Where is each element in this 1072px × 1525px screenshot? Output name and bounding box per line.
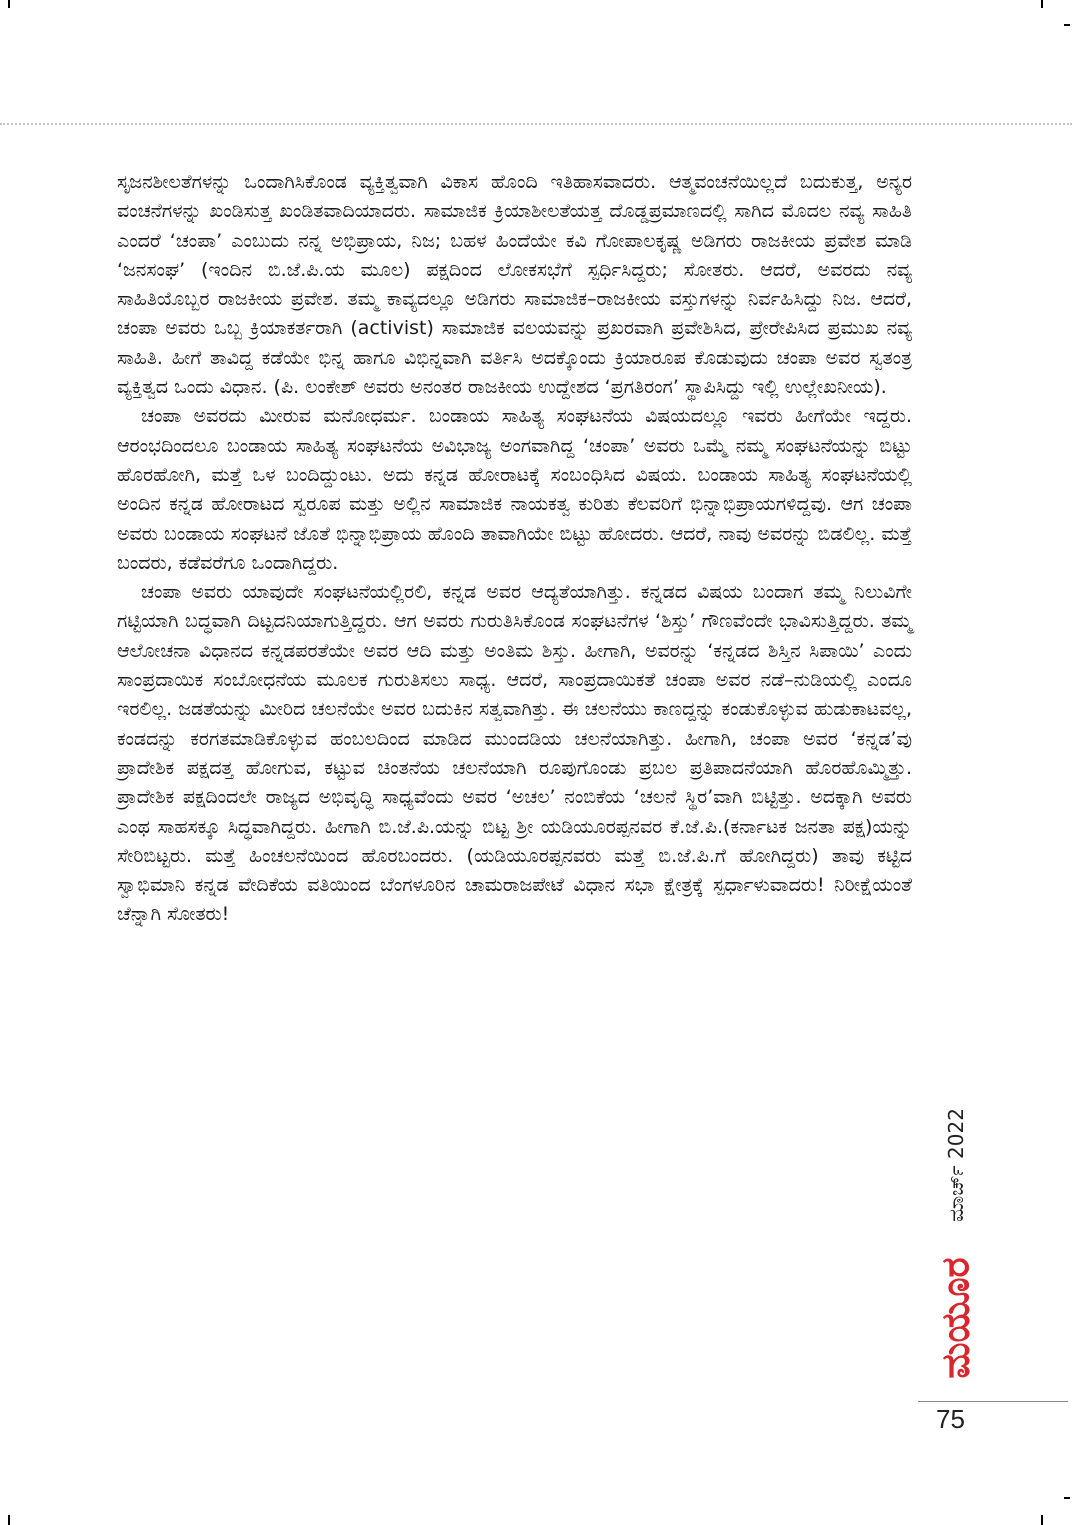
article-paragraph: ಚಂಪಾ ಅವರು ಯಾವುದೇ ಸಂಘಟನೆಯಲ್ಲಿರಲಿ, ಕನ್ನಡ ಅವರ ಆದ್ಯತೆಯಾಗಿತ್ತು. ಕನ್ನಡದ ವಿಷಯ ಬಂದಾಗ ತಮ್ಮ ನಿಲುವಿಗೇ ಗಟ್ಟಿಯಾಗಿ ಬದ್ಧವಾಗಿ ದಿಟ್ಟದನಿಯಾಗುತ್ತಿದ್ದರು. ಆಗ ಅವರು ಗುರುತಿಸಿಕೊಂಡ ಸಂಘಟನೆಗಳ ‘ಶಿಸ್ತು’ ಗೌಣವೆಂದೇ ಭಾವಿಸುತ್ತಿದ್ದರು. ತಮ್ಮ ಆಲೋಚನಾ ವಿಧಾನದ ಕನ್ನಡಪರತೆಯೇ ಅವರ ಆದಿ ಮತ್ತು ಅಂತಿಮ ಶಿಸ್ತು. ಹೀಗಾಗಿ, ಅವರನ್ನು ‘ಕನ್ನಡದ ಶಿಸ್ತಿನ ಸಿಪಾಯಿ’ ಎಂದು ಸಾಂಪ್ರದಾಯಿಕ ಸಂಬೋಧನೆಯ ಮೂಲಕ ಗುರುತಿಸಲು ಸಾಧ್ಯ. ಆದರೆ, ಸಾಂಪ್ರದಾಯಿಕತೆ ಚಂಪಾ ಅವರ ನಡೆ–ನುಡಿಯಲ್ಲಿ ಎಂದೂ ಇರಲಿಲ್ಲ. ಜಡತೆಯನ್ನು ಮೀರಿದ ಚಲನೆಯೇ ಅವರ ಬದುಕಿನ ಸತ್ವವಾಗಿತ್ತು. ಈ ಚಲನೆಯು ಕಾಣದ್ದನ್ನು ಕಂಡುಕೊಳ್ಳುವ ಹುಡುಕಾಟವಲ್ಲ, ಕಂಡದನ್ನು ಕರಗತಮಾಡಿಕೊಳ್ಳುವ ಹಂಬಲದಿಂದ ಮಾಡಿದ ಮುಂದಡಿಯ ಚಲನೆಯಾಗಿತ್ತು. ಹೀಗಾಗಿ, ಚಂಪಾ ಅವರ ‘ಕನ್ನಡ’ವು ಪ್ರಾದೇಶಿಕ ಪಕ್ಷದತ್ತ ಹೋಗುವ, ಕಟ್ಟುವ ಚಿಂತನೆಯ ಚಲನೆಯಾಗಿ ರೂಪುಗೊಂಡು ಪ್ರಬಲ ಪ್ರತಿಪಾದನೆಯಾಗಿ ಹೊರಹೊಮ್ಮಿತ್ತು. ಪ್ರಾದೇಶಿಕ ಪಕ್ಷದಿಂದಲೇ ರಾಜ್ಯದ ಅಭಿವೃದ್ಧಿ ಸಾಧ್ಯವೆಂದು ಅವರ ‘ಅಚಲ’ ನಂಬಿಕೆಯ ‘ಚಲನೆ ಸ್ಥಿರ’ವಾಗಿ ಬಿಟ್ಟಿತ್ತು. ಅದಕ್ಕಾಗಿ ಅವರು ಎಂಥ ಸಾಹಸಕ್ಕೂ ಸಿದ್ಧವಾಗಿದ್ದರು. ಹೀಗಾಗಿ ಬಿ.ಜೆ.ಪಿ.ಯನ್ನು ಬಿಟ್ಟ ಶ್ರೀ ಯಡಿಯೂರಪ್ಪನವರ ಕೆ.ಜೆ.ಪಿ.(ಕರ್ನಾಟಕ ಜನತಾ ಪಕ್ಷ)ಯನ್ನು ಸೇರಿಬಿಟ್ಟರು. ಮತ್ತೆ ಹಿಂಚಲನೆಯಿಂದ ಹೊರಬಂದರು. (ಯಡಿಯೂರಪ್ಪನವರು ಮತ್ತೆ ಬಿ.ಜೆ.ಪಿ.ಗೆ ಹೋಗಿದ್ದರು) ತಾವು ಕಟ್ಟಿದ ಸ್ವಾಭಿಮಾನಿ ಕನ್ನಡ ವೇದಿಕೆಯ ವತಿಯಿಂದ ಬೆಂಗಳೂರಿನ ಚಾಮರಾಜಪೇಟೆ ವಿಧಾನ ಸಭಾ ಕ್ಷೇತ್ರಕ್ಕೆ ಸ್ಪರ್ಧಾಳುವಾದರು! ನಿರೀಕ್ಷೆಯಂತೆ ಚೆನ್ನಾಗಿ ಸೋತರು! bbox=[117, 581, 912, 926]
issue-date: ಮಾರ್ಚ್ 2022 bbox=[944, 1108, 968, 1222]
article-paragraph: ಚಂಪಾ ಅವರದು ಮೀರುವ ಮನೋಧರ್ಮ. ಬಂಡಾಯ ಸಾಹಿತ್ಯ ಸಂಘಟನೆಯ ವಿಷಯದಲ್ಲೂ ಇವರು ಹೀಗೆಯೇ ಇದ್ದರು. ಆರಂಭದಿಂದಲೂ ಬಂಡಾಯ ಸಾಹಿತ್ಯ ಸಂಘಟನೆಯ ಅವಿಭಾಜ್ಯ ಅಂಗವಾಗಿದ್ದ ‘ಚಂಪಾ’ ಅವರು ಒಮ್ಮೆ ನಮ್ಮ ಸಂಘಟನೆಯನ್ನು ಬಿಟ್ಟು ಹೊರಹೋಗಿ, ಮತ್ತೆ ಒಳ ಬಂದಿದ್ದುಂಟು. ಅದು ಕನ್ನಡ ಹೋರಾಟಕ್ಕೆ ಸಂಬಂಧಿಸಿದ ವಿಷಯ. ಬಂಡಾಯ ಸಾಹಿತ್ಯ ಸಂಘಟನೆಯಲ್ಲಿ ಅಂದಿನ ಕನ್ನಡ ಹೋರಾಟದ ಸ್ವರೂಪ ಮತ್ತು ಅಲ್ಲಿನ ಸಾಮಾಜಿಕ ನಾಯಕತ್ವ ಕುರಿತು ಕೆಲವರಿಗೆ ಭಿನ್ನಾಭಿಪ್ರಾಯಗಳಿದ್ದವು. ಆಗ ಚಂಪಾ ಅವರು ಬಂಡಾಯ ಸಂಘಟನೆ ಜೊತೆ ಭಿನ್ನಾಭಿಪ್ರಾಯ ಹೊಂದಿ ತಾವಾಗಿಯೇ ಬಿಟ್ಟು ಹೋದರು. ಆದರೆ, ನಾವು ಅವರನ್ನು ಬಿಡಲಿಲ್ಲ. ಮತ್ತೆ ಬಂದರು, ಕಡೆವರೆಗೂ ಒಂದಾಗಿದ್ದರು. bbox=[117, 405, 912, 574]
crop-mark-right-upper bbox=[1064, 24, 1070, 26]
page-number-rule bbox=[918, 1401, 1068, 1402]
header-dotted-rule bbox=[0, 123, 1072, 125]
magazine-logo: ಮಯೂರ bbox=[933, 1257, 978, 1379]
crop-mark-top-left bbox=[8, 0, 10, 8]
article-paragraph: ಸೃಜನಶೀಲತೆಗಳನ್ನು ಒಂದಾಗಿಸಿಕೊಂಡ ವ್ಯಕ್ತಿತ್ವವಾಗಿ ವಿಕಾಸ ಹೊಂದಿ ಇತಿಹಾಸವಾದರು. ಆತ್ಮವಂಚನೆಯಿಲ್ಲದೆ ಬದುಕುತ್ತ, ಅನ್ಯರ ವಂಚನೆಗಳನ್ನು ಖಂಡಿಸುತ್ತ ಖಂಡಿತವಾದಿಯಾದರು. ಸಾಮಾಜಿಕ ಕ್ರಿಯಾಶೀಲತೆಯತ್ತ ದೊಡ್ಡಪ್ರಮಾಣದಲ್ಲಿ ಸಾಗಿದ ಮೊದಲ ನವ್ಯ ಸಾಹಿತಿ ಎಂದರೆ ‘ಚಂಪಾ’ ಎಂಬುದು ನನ್ನ ಅಭಿಪ್ರಾಯ, ನಿಜ; ಬಹಳ ಹಿಂದೆಯೇ ಕವಿ ಗೋಪಾಲಕೃಷ್ಣ ಅಡಿಗರು ರಾಜಕೀಯ ಪ್ರವೇಶ ಮಾಡಿ ‘ಜನಸಂಘ’ (ಇಂದಿನ ಬಿ.ಜೆ.ಪಿ.ಯ ಮೂಲ) ಪಕ್ಷದಿಂದ ಲೋಕಸಭೆಗೆ ಸ್ಪರ್ಧಿಸಿದ್ದರು; ಸೋತರು. ಆದರೆ, ಅವರದು ನವ್ಯ ಸಾಹಿತಿಯೊಬ್ಬರ ರಾಜಕೀಯ ಪ್ರವೇಶ. ತಮ್ಮ ಕಾವ್ಯದಲ್ಲೂ ಅಡಿಗರು ಸಾಮಾಜಿಕ–ರಾಜಕೀಯ ವಸ್ತುಗಳನ್ನು ನಿರ್ವಹಿಸಿದ್ದು ನಿಜ. ಆದರೆ, ಚಂಪಾ ಅವರು ಒಬ್ಬ ಕ್ರಿಯಾಕರ್ತರಾಗಿ (activist) ಸಾಮಾಜಿಕ ವಲಯವನ್ನು ಪ್ರಖರವಾಗಿ ಪ್ರವೇಶಿಸಿದ, ಪ್ರೇರೇಪಿಸಿದ ಪ್ರಮುಖ ನವ್ಯ ಸಾಹಿತಿ. ಹೀಗೆ ತಾವಿದ್ದ ಕಡೆಯೇ ಭಿನ್ನ ಹಾಗೂ ವಿಭಿನ್ನವಾಗಿ ವರ್ತಿಸಿ ಅದಕ್ಕೊಂದು ಕ್ರಿಯಾರೂಪ ಕೊಡುವುದು ಚಂಪಾ ಅವರ ಸ್ವತಂತ್ರ ವ್ಯಕ್ತಿತ್ವದ ಒಂದು ವಿಧಾನ. (ಪಿ. ಲಂಕೇಶ್ ಅವರು ಅನಂತರ ರಾಜಕೀಯ ಉದ್ದೇಶದ ‘ಪ್ರಗತಿರಂಗ’ ಸ್ಥಾಪಿಸಿದ್ದು ಇಲ್ಲಿ ಉಲ್ಲೇಖನೀಯ). bbox=[117, 171, 912, 399]
article-body bbox=[117, 168, 912, 930]
crop-mark-top-right bbox=[1041, 0, 1043, 8]
crop-mark-bottom-right bbox=[1041, 1515, 1043, 1525]
page-number: 75 bbox=[936, 1404, 965, 1434]
crop-mark-right-lower bbox=[1064, 1497, 1070, 1499]
crop-mark-bottom-left bbox=[8, 1515, 10, 1525]
